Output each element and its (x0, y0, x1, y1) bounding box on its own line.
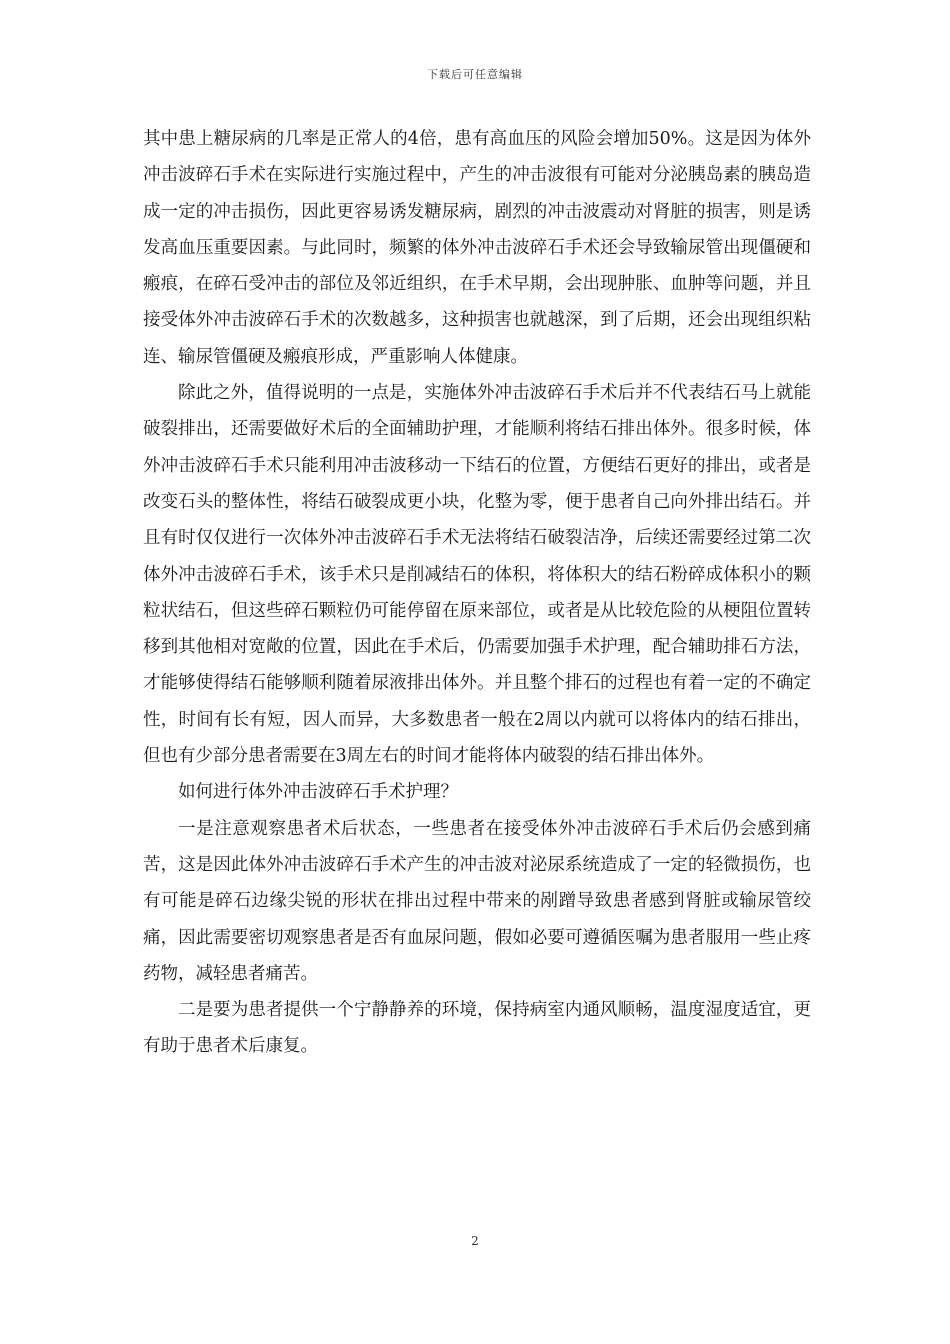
body-text (143, 121, 811, 1065)
paragraph-aftercare-note: 除此之外，值得说明的一点是，实施体外冲击波碎石手术后并不代表结石马上就能破裂排出，还需要做好术后的全面辅助护理，才能顺利将结石排出体外。很多时候，体外冲击波碎石手术只能利用冲击波移动一下结石的位置，方便结石更好的排出，或者是改变石头的整体性，将结石破裂成更小块，化整为零，便于患者自己向外排出结石。并且有时仅仅进行一次体外冲击波碎石手术无法将结石破裂洁净，后续还需要经过第二次体外冲击波碎石手术，该手术只是削减结石的体积，将体积大的结石粉碎成体积小的颗粒状结石，但这些碎石颗粒仍可能停留在原来部位，或者是从比较危险的从梗阻位置转移到其他相对宽敞的位置，因此在手术后，仍需要加强手术护理，配合辅助排石方法，才能够使得结石能够顺利随着尿液排出体外。并且整个排石的过程也有着一定的不确定性，时间有长有短，因人而异，大多数患者一般在2周以内就可以将体内的结石排出，但也有少部分患者需要在3周左右的时间才能将体内破裂的结石排出体外。 (143, 383, 811, 767)
paragraph-continuation: 其中患上糖尿病的几率是正常人的4倍，患有高血压的风险会增加50%。这是因为体外冲击波碎石手术在实际进行实施过程中，产生的冲击波很有可能对分泌胰岛素的胰岛造成一定的冲击损伤，因此更容易诱发糖尿病，剧烈的冲击波震动对肾脏的损害，则是诱发高血压重要因素。与此同时，频繁的体外冲击波碎石手术还会导致输尿管出现僵硬和瘢痕，在碎石受冲击的部位及邻近组织，在手术早期，会出现肿胀、血肿等问题，并且接受体外冲击波碎石手术的次数越多，这种损害也就越深，到了后期，还会出现组织粘连、输尿管僵硬及瘢痕形成，严重影响人体健康。 (143, 129, 811, 367)
section-question: 如何进行体外冲击波碎石手术护理？ (178, 782, 458, 803)
page-header: 下载后可任意编辑 (427, 68, 523, 81)
paragraph-point-two: 二是要为患者提供一个宁静静养的环境，保持病室内通风顺畅，温度湿度适宜，更有助于患者术后康复。 (143, 1000, 811, 1057)
page-number: 2 (471, 1234, 479, 1248)
paragraph-point-one: 一是注意观察患者术后状态，一些患者在接受体外冲击波碎石手术后仍会感到痛苦，这是因此体外冲击波碎石手术产生的冲击波对泌尿系统造成了一定的轻微损伤，也有可能是碎石边缘尖锐的形状在排出过程中带来的剐蹭导致患者感到肾脏或输尿管绞痛，因此需要密切观察患者是否有血尿问题，假如必要可遵循医嘱为患者服用一些止疼药物，减轻患者痛苦。 (143, 818, 811, 984)
